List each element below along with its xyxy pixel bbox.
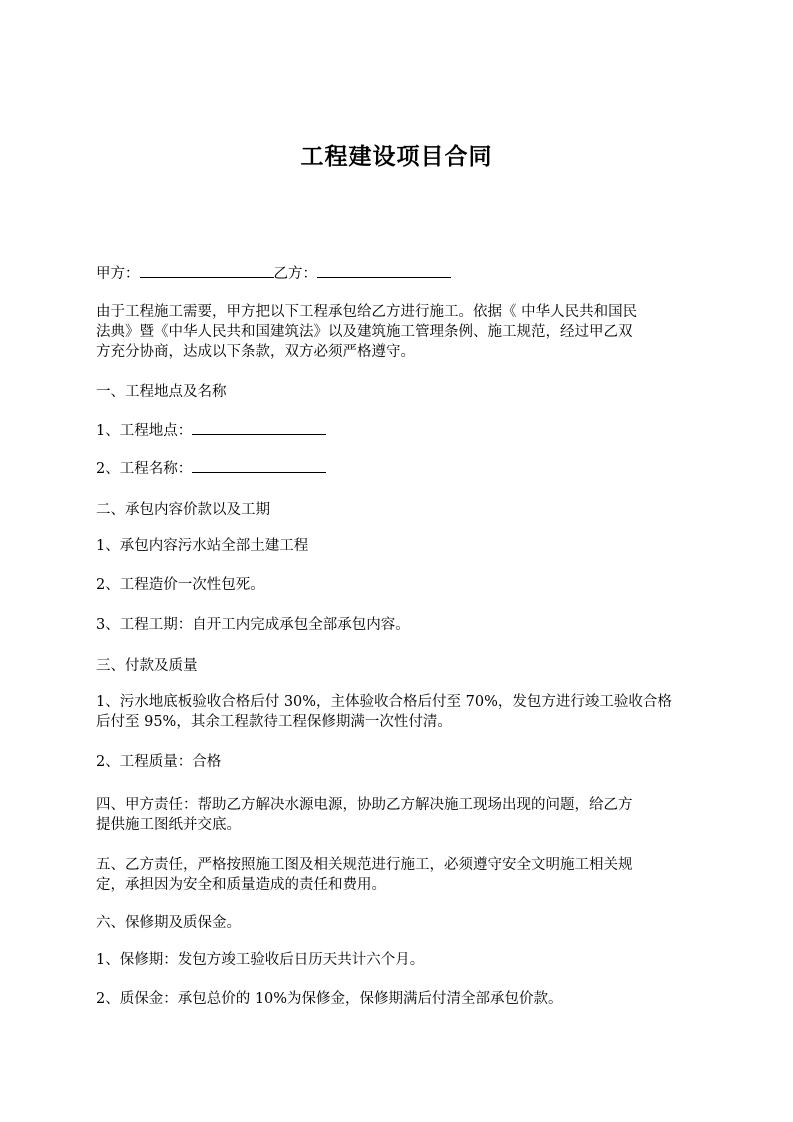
party-b-blank [317,262,451,278]
warranty-period-item: 1、保修期：发包方竣工验收后日历天共计六个月。 [96,952,425,968]
section3-heading: 三、付款及质量 [96,658,198,674]
party-b-label: 乙方： [273,266,317,282]
section4-line: 提供施工图纸并交底。 [96,817,241,833]
location-blank [192,419,326,435]
section2-heading: 二、承包内容价款以及工期 [96,502,270,518]
project-name-label: 2、工程名称： [96,461,193,477]
intro-line: 法典》暨《中华人民共和国建筑法》以及建筑施工管理条例、施工规范，经过甲乙双 [96,324,633,340]
project-name-blank [192,457,326,473]
contract-scope-item: 1、承包内容污水站全部土建工程 [96,538,309,554]
contract-price-item: 2、工程造价一次性包死。 [96,577,265,593]
section5-line: 定，承担因为安全和质量造成的责任和费用。 [96,877,386,893]
section1-heading: 一、工程地点及名称 [96,384,227,400]
payment-line: 后付至 95%，其余工程款待工程保修期满一次性付清。 [96,714,452,730]
payment-line: 1、污水地底板验收合格后付 30%，主体验收合格后付至 70%，发包方进行竣工验收合格 [96,694,672,710]
location-label: 1、工程地点： [96,423,193,439]
section5-paragraph [96,855,708,895]
payment-item [96,692,708,732]
contract-duration-item: 3、工程工期：自开工内完成承包全部承包内容。 [96,617,410,633]
party-a-blank [140,262,274,278]
location-line [96,419,708,441]
intro-line: 由于工程施工需要，甲方把以下工程承包给乙方进行施工。依据《 中华人民共和国民 [96,304,638,320]
party-a-label: 甲方： [96,266,140,282]
parties-line [96,262,708,284]
quality-item: 2、工程质量：合格 [96,754,222,770]
section6-heading: 六、保修期及质保金。 [96,915,241,931]
document-title: 工程建设项目合同 [300,144,493,170]
intro-line: 方充分协商，达成以下条款，双方必须严格遵守。 [96,344,415,360]
section5-line: 五、乙方责任，严格按照施工图及相关规范进行施工，必须遵守安全文明施工相关规 [96,857,633,873]
intro-paragraph [96,302,708,362]
retention-money-item: 2、质保金：承包总价的 10%为保修金，保修期满后付清全部承包价款。 [96,991,563,1007]
section4-paragraph [96,795,708,835]
section4-line: 四、甲方责任：帮助乙方解决水源电源，协助乙方解决施工现场出现的问题，给乙方 [96,797,633,813]
project-name-line [96,457,708,479]
